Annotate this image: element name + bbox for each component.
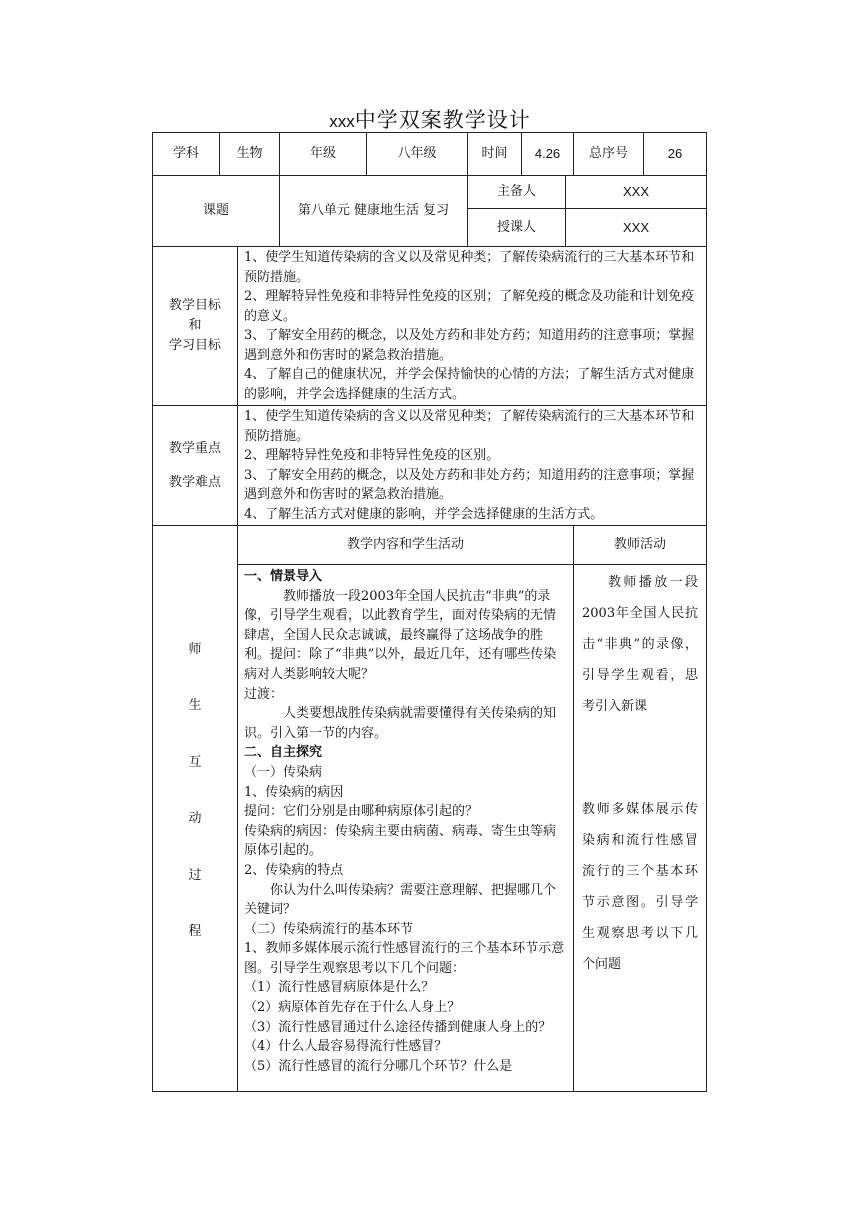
process-content	[238, 565, 574, 1092]
title-main: 中学双案教学设计	[354, 108, 531, 132]
keypoint-item: 1、使学生知道传染病的含义以及常见种类；了解传染病流行的三大基本环节和预防措施。	[244, 409, 695, 444]
process-side-char: 生	[188, 698, 202, 713]
goals-label-line3: 学习目标	[168, 338, 221, 353]
serial-value: 26	[644, 133, 707, 176]
topic-label: 课题	[153, 176, 280, 247]
goals-label-line2: 和	[188, 318, 202, 333]
teacher-activity	[574, 565, 707, 1092]
keypoints-label	[153, 406, 238, 526]
teacher-activity-text: 教师多媒体展示传染病和流行性感冒流行的三个基本环节示意图。引导学生观察思考以下几个问题	[582, 802, 699, 972]
sub-heading: （一）传染病	[244, 764, 323, 780]
header-row	[153, 133, 707, 176]
paragraph: 人类要想战胜传染病就需要懂得有关传染病的知识。引入第一节的内容。	[244, 706, 557, 741]
teacher-column-header: 教师活动	[574, 526, 707, 565]
topic-value: 第八单元 健康地生活 复习	[280, 176, 468, 247]
question-item: （4）什么人最容易得流行性感冒？	[244, 1039, 448, 1055]
keypoint-item: 3、了解安全用药的概念，以及处方药和非处方药；知道用药的注意事项；掌握遇到意外和伤害时的紧急救治措施。	[244, 467, 695, 502]
grade-value: 八年级	[367, 133, 468, 176]
paragraph: 2、传染病的特点	[244, 862, 344, 878]
question-item: （2）病原体首先存在于什么人身上？	[244, 1000, 461, 1016]
paragraph: 1、传染病的病因	[244, 784, 344, 800]
process-side-char: 过	[188, 867, 202, 883]
time-label: 时间	[468, 133, 522, 176]
keypoints-content	[238, 406, 707, 526]
teacher-activity-text: 教师播放一段2003年全国人民抗击“非典”的录像，引导学生观看，思考引入新课	[582, 575, 699, 714]
process-side-char: 互	[188, 754, 202, 770]
section-heading: 一、情景导入	[244, 569, 323, 584]
keypoints-row	[153, 406, 707, 526]
process-header-row	[153, 526, 707, 565]
section-heading: 二、自主探究	[244, 745, 323, 761]
paragraph: 1、教师多媒体展示流行性感冒流行的三个基本环节示意图。引导学生观察思考以下几个问题：	[244, 941, 565, 976]
title-prefix: xxx	[329, 112, 355, 131]
instructor-value: XXX	[566, 209, 707, 247]
goals-label-line1: 教学目标	[168, 298, 221, 313]
paragraph: 传染病的病因：传染病主要由病菌、病毒、寄生虫等病原体引起的。	[244, 823, 557, 859]
document-title	[0, 104, 860, 134]
goals-label	[153, 247, 238, 406]
goal-item: 3、了解安全用药的概念，以及处方药和非处方药；知道用药的注意事项；掌握遇到意外和伤害时的紧急救治措施。	[244, 328, 695, 363]
paragraph: 提问：它们分别是由哪种病原体引起的？	[244, 804, 479, 820]
keypoints-label-line1: 教学重点	[168, 441, 221, 456]
goal-item: 4、了解自己的健康状况，并学会保持愉快的心情的方法；了解生活方式对健康的影响，并学会选择健康的生活方式。	[244, 367, 695, 402]
subject-value: 生物	[220, 133, 280, 176]
lesson-plan-table	[152, 132, 707, 1092]
question-item: （3）流行性感冒通过什么途径传播到健康人身上的？	[244, 1019, 552, 1035]
grade-label: 年级	[280, 133, 367, 176]
process-side-char: 程	[188, 924, 202, 939]
paragraph: 你认为什么叫传染病？需要注意理解、把握哪几个关键词？	[244, 882, 557, 918]
goal-item: 1、使学生知道传染病的含义以及常见种类；了解传染病流行的三大基本环节和预防措施。	[244, 250, 695, 285]
lead-preparer-label: 主备人	[468, 176, 566, 209]
keypoint-item: 4、了解生活方式对健康的影响，并学会选择健康的生活方式。	[244, 506, 604, 522]
goals-content	[238, 247, 707, 406]
question-item: （5）流行性感冒的流行分哪几个环节？什么是	[244, 1058, 513, 1074]
goal-item: 2、理解特异性免疫和非特异性免疫的区别；了解免疫的概念及功能和计划免疫的意义。	[244, 289, 695, 324]
paragraph: 教师播放一段2003年全国人民抗击“非典”的录像，引导学生观看，以此教育学生，面对传染病的无情肆虐，全国人民众志诚诚，最终赢得了这场战争的胜利。提问：除了“非典”以外，最近几年，还有哪些传染病对人类影响较大呢？	[244, 588, 557, 682]
process-side-char: 动	[188, 811, 202, 826]
lead-preparer-value: XXX	[566, 176, 707, 209]
goals-row	[153, 247, 707, 406]
topic-row	[153, 176, 707, 209]
question-item: （1）流行性感冒病原体是什么？	[244, 980, 435, 996]
keypoints-label-line2: 教学难点	[168, 474, 221, 490]
instructor-label: 授课人	[468, 209, 566, 247]
subject-label: 学科	[153, 133, 220, 176]
process-side-label	[153, 526, 238, 1092]
keypoint-item: 2、理解特异性免疫和非特异性免疫的区别。	[244, 448, 500, 463]
process-side-char: 师	[188, 641, 202, 657]
paragraph: 过渡：	[244, 686, 284, 702]
time-value: 4.26	[522, 133, 574, 176]
sub-heading: （二）传染病流行的基本环节	[244, 921, 414, 937]
content-column-header: 教学内容和学生活动	[238, 526, 574, 565]
serial-label: 总序号	[574, 133, 644, 176]
